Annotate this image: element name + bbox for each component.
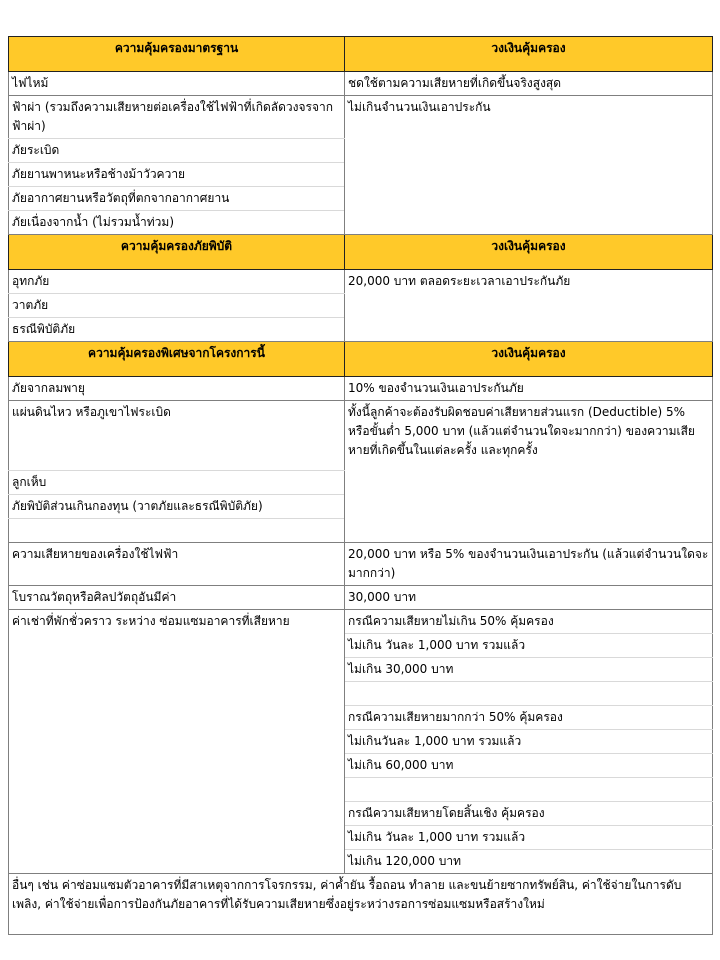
rent-line: ไม่เกิน วันละ 1,000 บาท รวมแล้ว — [345, 634, 713, 658]
limit-standard-group: ไม่เกินจำนวนเงินเอาประกัน — [345, 96, 713, 235]
disaster-coverage-header: ความคุ้มครองภัยพิบัติ — [9, 235, 345, 270]
rent-line: ไม่เกิน 60,000 บาท — [345, 754, 713, 778]
coverage-item-antique: โบราณวัตถุหรือศิลปวัตถุอันมีค่า — [9, 586, 345, 610]
rent-line: ไม่เกิน 30,000 บาท — [345, 658, 713, 682]
coverage-item-hail: ลูกเห็บ — [9, 471, 345, 495]
disaster-limit-header: วงเงินคุ้มครอง — [345, 235, 713, 270]
coverage-item-other: อื่นๆ เช่น ค่าซ่อมแซมตัวอาคารที่มีสาเหตุจากการโจรกรรม, ค่าค้ำยัน รื้อถอน ทำลาย และขนย้ายซากทรัพย์สิน, ค่าใช้จ่ายในการดับเพลิง, ค่าใช้จ่ายเพื่อการป้องกันภัยอาคารที่ได้รับความเสียหายซึ่งอยู่ระหว่างรอการซ่อมแซมหรือสร้างใหม่ — [9, 874, 713, 935]
coverage-item-fire: ไฟไหม้ — [9, 72, 345, 96]
rent-line-blank — [345, 778, 713, 802]
special-coverage-header: ความคุ้มครองพิเศษจากโครงการนี้ — [9, 342, 345, 377]
coverage-item-lightning: ฟ้าผ่า (รวมถึงความเสียหายต่อเครื่องใช้ไฟฟ้าที่เกิดลัดวงจรจากฟ้าผ่า) — [9, 96, 345, 139]
limit-appliance: 20,000 บาท หรือ 5% ของจำนวนเงินเอาประกัน (แล้วแต่จำนวนใดจะมากกว่า) — [345, 543, 713, 586]
coverage-item-explosion: ภัยระเบิด — [9, 139, 345, 163]
rent-line: ไม่เกินวันละ 1,000 บาท รวมแล้ว — [345, 730, 713, 754]
limit-fire: ชดใช้ตามความเสียหายที่เกิดขึ้นจริงสูงสุด — [345, 72, 713, 96]
limit-storm: 10% ของจำนวนเงินเอาประกันภัย — [345, 377, 713, 401]
special-limit-header: วงเงินคุ้มครอง — [345, 342, 713, 377]
rent-line: ไม่เกิน 120,000 บาท — [345, 850, 713, 874]
coverage-item-aircraft: ภัยอากาศยานหรือวัตถุที่ตกจากอากาศยาน — [9, 187, 345, 211]
coverage-item-water: ภัยเนื่องจากน้ำ (ไม่รวมน้ำท่วม) — [9, 211, 345, 235]
coverage-item-flood: อุทกภัย — [9, 270, 345, 294]
coverage-item-storm: ภัยจากลมพายุ — [9, 377, 345, 401]
rent-line: กรณีความเสียหายโดยสิ้นเชิง คุ้มครอง — [345, 802, 713, 826]
limit-disaster-group: 20,000 บาท ตลอดระยะเวลาเอาประกันภัย — [345, 270, 713, 342]
coverage-item-vehicle: ภัยยานพาหนะหรือช้างม้าวัวควาย — [9, 163, 345, 187]
standard-coverage-header: ความคุ้มครองมาตรฐาน — [9, 37, 345, 72]
coverage-item-excess-fund: ภัยพิบัติส่วนเกินกองทุน (วาตภัยและธรณีพิบัติภัย) — [9, 495, 345, 519]
coverage-table — [8, 36, 713, 935]
limit-earthquake-group: ทั้งนี้ลูกค้าจะต้องรับผิดชอบค่าเสียหายส่วนแรก (Deductible) 5% หรือขั้นต่ำ 5,000 บาท (แล้วแต่จำนวนใดจะมากกว่า) ของความเสียหายที่เกิดขึ้นในแต่ละครั้ง และทุกครั้ง — [345, 401, 713, 543]
coverage-item-appliance: ความเสียหายของเครื่องใช้ไฟฟ้า — [9, 543, 345, 586]
coverage-item-blank — [9, 519, 345, 543]
limit-antique: 30,000 บาท — [345, 586, 713, 610]
coverage-item-windstorm: วาตภัย — [9, 294, 345, 318]
coverage-item-earthquake: แผ่นดินไหว หรือภูเขาไฟระเบิด — [9, 401, 345, 471]
standard-limit-header: วงเงินคุ้มครอง — [345, 37, 713, 72]
rent-line: กรณีความเสียหายไม่เกิน 50% คุ้มครอง — [345, 610, 713, 634]
rent-line: ไม่เกิน วันละ 1,000 บาท รวมแล้ว — [345, 826, 713, 850]
rent-line-blank — [345, 682, 713, 706]
coverage-item-temporary-rent: ค่าเช่าที่พักชั่วคราว ระหว่าง ซ่อมแซมอาคารที่เสียหาย — [9, 610, 345, 874]
coverage-item-earth-disaster: ธรณีพิบัติภัย — [9, 318, 345, 342]
rent-line: กรณีความเสียหายมากกว่า 50% คุ้มครอง — [345, 706, 713, 730]
